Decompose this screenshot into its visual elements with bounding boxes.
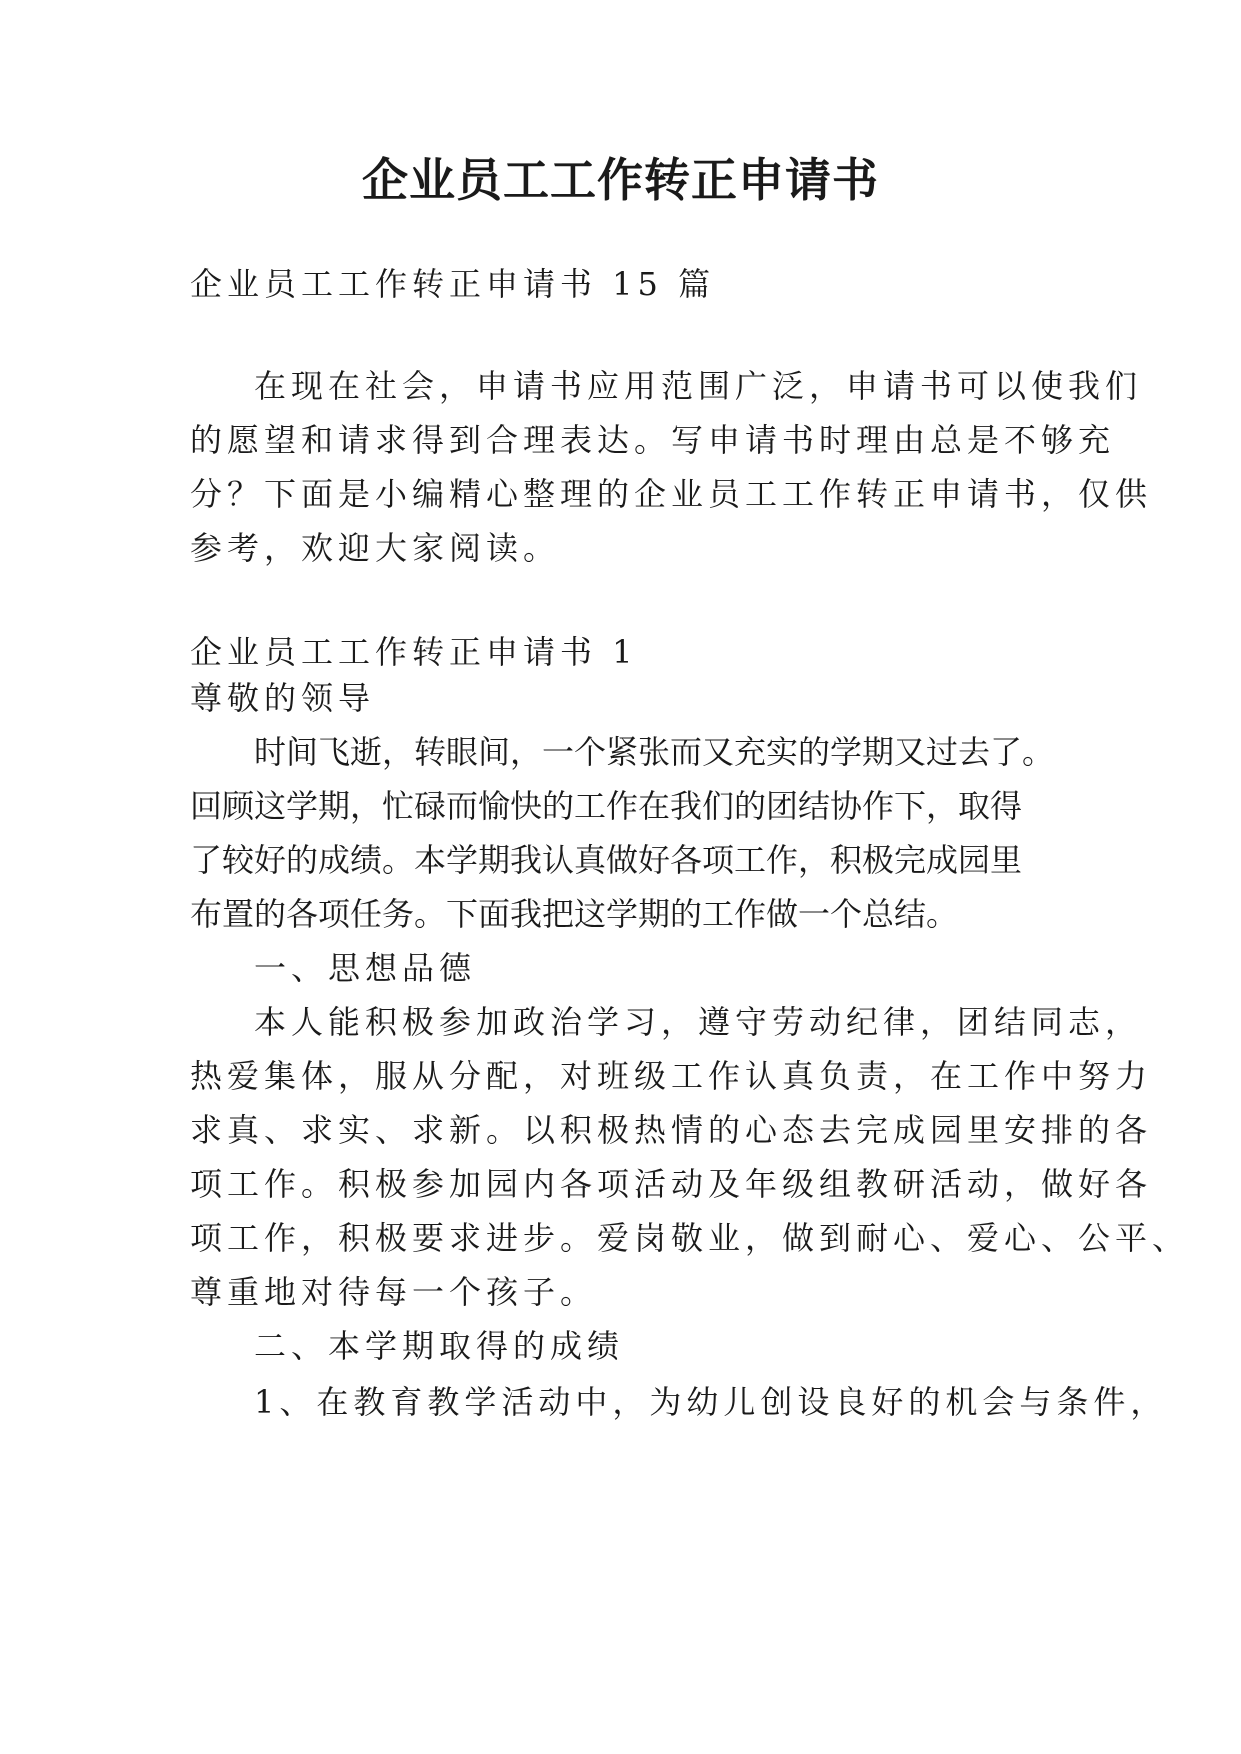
paragraph-line: 求真、求实、求新。以积极热情的心态去完成园里安排的各	[190, 1111, 1153, 1149]
paragraph-line: 热爱集体，服从分配，对班级工作认真负责，在工作中努力	[190, 1057, 1153, 1095]
paragraph-line: 项工作，积极要求进步。爱岗敬业，做到耐心、爱心、公平、	[190, 1219, 1190, 1257]
intro-line: 分？下面是小编精心整理的企业员工工作转正申请书，仅供	[190, 475, 1153, 513]
paragraph-line: 本人能积极参加政治学习，遵守劳动纪律，团结同志，	[254, 1003, 1143, 1041]
paragraph-line: 时间飞逝，转眼间，一个紧张而又充实的学期又过去了。	[254, 733, 1055, 771]
intro-line: 参考，欢迎大家阅读。	[190, 529, 561, 567]
section-heading: 企业员工工作转正申请书 1	[190, 633, 638, 671]
intro-line: 的愿望和请求得到合理表达。写申请书时理由总是不够充	[190, 421, 1116, 459]
salutation: 尊敬的领导	[190, 679, 376, 717]
list-item: 1、在教育教学活动中，为幼儿创设良好的机会与条件，	[254, 1383, 1168, 1421]
paragraph-line: 了较好的成绩。本学期我认真做好各项工作，积极完成园里	[190, 841, 1023, 879]
intro-line: 在现在社会，申请书应用范围广泛，申请书可以使我们	[254, 367, 1143, 405]
paragraph-line: 尊重地对待每一个孩子。	[190, 1273, 598, 1311]
paragraph-line: 回顾这学期，忙碌而愉快的工作在我们的团结协作下，取得	[190, 787, 1023, 825]
section-heading-one: 一、思想品德	[254, 949, 477, 987]
section-heading-two: 二、本学期取得的成绩	[254, 1327, 625, 1365]
paragraph-line: 项工作。积极参加园内各项活动及年级组教研活动，做好各	[190, 1165, 1153, 1203]
document-subtitle: 企业员工工作转正申请书 15 篇	[190, 265, 716, 303]
document-title: 企业员工工作转正申请书	[362, 153, 879, 207]
paragraph-line: 布置的各项任务。下面我把这学期的工作做一个总结。	[190, 895, 959, 933]
